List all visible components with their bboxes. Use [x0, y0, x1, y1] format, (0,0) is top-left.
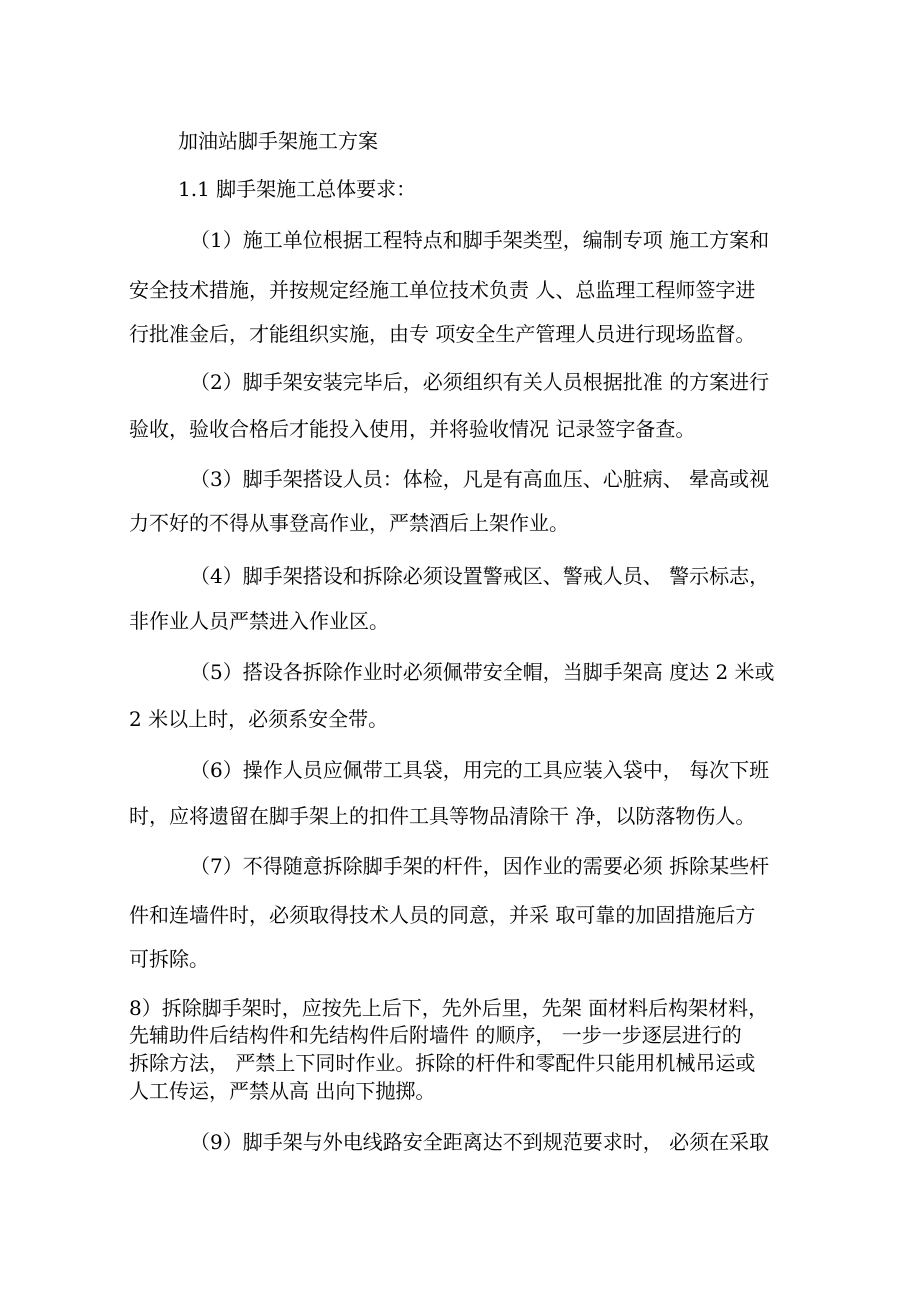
paragraph-5-line-1: （5）搭设各拆除作业时必须佩带安全帽，当脚手架高 度达 2 米或: [190, 660, 775, 684]
paragraph-4-line-1: （4）脚手架搭设和拆除必须设置警戒区、警戒人员、 警示标志，: [190, 564, 770, 588]
paragraph-8-line-2: 先辅助件后结构件和先结构件后附墙件 的顺序， 一步一步逐层进行的: [129, 1023, 742, 1047]
paragraph-8-line-1: 8）拆除脚手架时，应按先上后下，先外后里，先架 面材料后构架材料，: [129, 996, 769, 1020]
paragraph-9-line-1: （9）脚手架与外电线路安全距离达不到规范要求时， 必须在采取: [190, 1130, 770, 1154]
paragraph-7-line-1: （7）不得随意拆除脚手架的杆件，因作业的需要必须 拆除某些杆: [190, 854, 770, 878]
paragraph-4-line-2: 非作业人员严禁进入作业区。: [129, 609, 389, 633]
paragraph-6-line-2: 时，应将遗留在脚手架上的扣件工具等物品清除干 净，以防落物伤人。: [129, 804, 756, 828]
paragraph-3-line-1: （3）脚手架搭设人员：体检，凡是有高血压、心脏病、 晕高或视: [190, 467, 770, 491]
document-title: 加油站脚手架施工方案: [178, 129, 378, 153]
section-heading: 1.1 脚手架施工总体要求：: [178, 177, 417, 201]
paragraph-7-line-3: 可拆除。: [129, 947, 209, 971]
paragraph-7-line-2: 件和连墙件时，必须取得技术人员的同意，并采 取可靠的加固措施后方: [129, 903, 756, 927]
paragraph-2-line-1: （2）脚手架安装完毕后，必须组织有关人员根据批准 的方案进行: [190, 370, 770, 394]
paragraph-1-line-1: （1）施工单位根据工程特点和脚手架类型，编制专项 施工方案和: [190, 228, 770, 252]
paragraph-8-line-3: 拆除方法， 严禁上下同时作业。拆除的杆件和零配件只能用机械吊运或: [129, 1051, 756, 1075]
paragraph-8-line-4: 人工传运，严禁从高 出向下抛掷。: [129, 1079, 436, 1103]
paragraph-6-line-1: （6）操作人员应佩带工具袋，用完的工具应装入袋中， 每次下班: [190, 758, 770, 782]
paragraph-5-line-2: 2 米以上时，必须系安全带。: [129, 707, 389, 731]
paragraph-1-line-3: 行批准金后，才能组织实施，由专 项安全生产管理人员进行现场监督。: [129, 322, 756, 346]
paragraph-2-line-2: 验收，验收合格后才能投入使用，并将验收情况 记录签字备查。: [129, 417, 696, 441]
paragraph-1-line-2: 安全技术措施，并按规定经施工单位技术负责 人、总监理工程师签字进: [129, 278, 756, 302]
paragraph-3-line-2: 力不好的不得从事登高作业，严禁酒后上架作业。: [129, 511, 569, 535]
